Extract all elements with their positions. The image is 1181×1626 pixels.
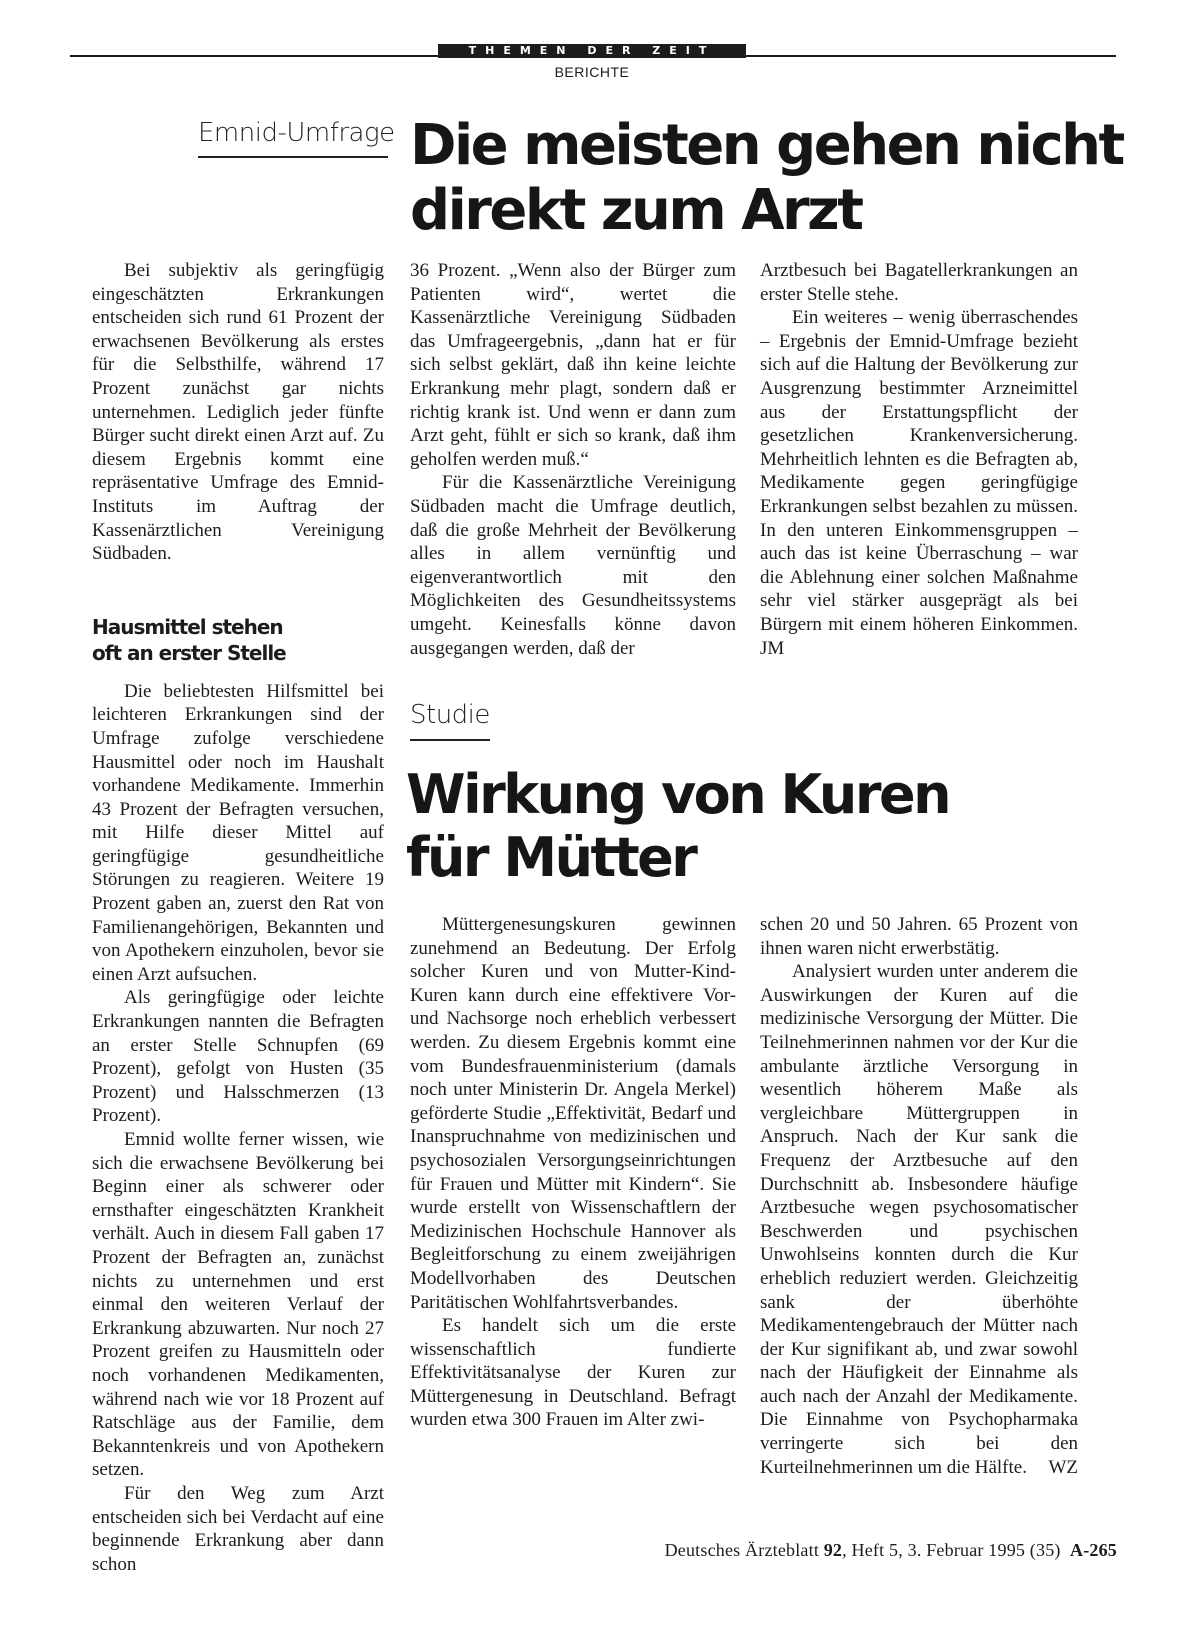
article2-kicker-rule xyxy=(410,739,490,741)
paragraph: Ein weiteres – wenig überraschendes – Ergebnis der Emnid-Umfrage bezieht sich auf die Haltung der Bevölkerung zur Ausgrenzung bestimmter Arzneimittel aus der Erstattungspflicht der gesetzlichen Krankenversicherung. Mehrheitlich lehnten es die Befragten ab, Medikamente gegen geringfügige Erkrankungen selbst bezahlen zu müssen. In den unteren Einkommensgruppen – auch das ist keine Überraschung – war die Ablehnung einer solchen Maßnahme sehr viel stärker ausgeprägt als bei Bürgern mit einem höheren Einkommen. JM xyxy=(760,307,1078,659)
paragraph: Analysiert wurden unter anderem die Auswirkungen der Kuren auf die medizinische Versorgung der Mütter. Die Teilnehmerinnen nahmen vor der Kur die ambulante ärztliche Versorgung in wesentlich höherem Maße als vergleichbare Müttergruppen in Anspruch. Nach der Kur sank die Frequenz der Arztbesuche auf den Durchschnitt ab. Insbesondere häufige Arztbesuche wegen psychosomatischer Beschwerden und psychischen Unwohlseins konnten durch die Kur erheblich reduziert werden. Gleichzeitig sank der überhöhte Medikamentengebrauch der Mütter nach der Kur signifikant ab, und zwar sowohl nach der Häufigkeit der Einnahme als auch nach der Anzahl der Medikamente. Die Einnahme von Psychopharmaka verringerte sich bei den Kurteilnehmerinnen um die Hälfte. WZ xyxy=(760,961,1078,1478)
paragraph: Müttergenesungskuren gewinnen zunehmend an Bedeutung. Der Erfolg solcher Kuren und von Mutter-Kind-Kuren kann durch eine effektivere Vor- und Nachsorge noch erheblich verbessert werden. Zu diesem Ergebnis kommt eine vom Bundesfrauenministerium (damals noch unter Ministerin Dr. Angela Merkel) geförderte Studie „Effektivität, Bedarf und Inanspruchnahme von medizinischen und psychosozialen Versorgungseinrichtungen für Frauen und Mütter mit Kindern“. Sie wurde erstellt von Wissenschaftlern der Medizinischen Hochschule Hannover als Begleitforschung zu einem zweijährigen Modellvorhaben des Deutschen Paritätischen Wohlfahrtsverbandes. xyxy=(410,914,736,1313)
signature: JM xyxy=(760,637,785,659)
article1-headline-line2: direkt zum Arzt xyxy=(410,177,862,243)
paragraph: Die beliebtesten Hilfsmittel bei leichteren Erkrankungen sind der Umfrage zufolge verschiedene Hausmittel oder noch im Haushalt vorhandene Medikamente. Immerhin 43 Prozent der Befragten versuchen, mit Hilfe dieser Mittel auf geringfügige gesundheitliche Störungen zu reagieren. Weitere 19 Prozent gaben an, zuerst den Rat von Familienangehörigen, Bekannten und von Apothekern einzuholen, bevor sie einen Arzt aufsuchen. xyxy=(92,680,384,985)
paragraph: Arztbesuch bei Bagatellerkrankungen an erster Stelle stehe. xyxy=(760,260,1078,305)
article1-column3 xyxy=(760,259,1078,660)
paragraph: Für die Kassenärztliche Vereinigung Südbaden macht die Umfrage deutlich, daß die große Mehrheit der Bevölkerung alles in allem vernünftig und eigenverantwortlich mit den Möglichkeiten des Gesundheitssystems umgeht. Keinesfalls könne davon ausgegangen werden, daß der xyxy=(410,472,736,659)
article1-kicker: Emnid-Umfrage xyxy=(198,118,395,148)
subheading: Hausmittel stehen oft an erster Stelle xyxy=(92,614,286,665)
volume-number: 92 xyxy=(823,1540,843,1560)
paragraph: Für den Weg zum Arzt entscheiden sich bei Verdacht auf eine beginnende Erkrankung aber dann schon xyxy=(92,1482,384,1575)
article1-column2 xyxy=(410,259,736,660)
article2-column3 xyxy=(760,913,1078,1479)
article2-headline-line2: für Mütter xyxy=(406,825,696,889)
paragraph: Als geringfügige oder leichte Erkrankungen nannten die Befragten an erster Stelle Schnupfen (69 Prozent), gefolgt von Husten (35 Prozent) und Halsschmerzen (13 Prozent). xyxy=(92,987,384,1127)
paragraph: Bei subjektiv als geringfügig eingeschätzten Erkrankungen entscheiden sich rund 61 Prozent der erwachsenen Bevölkerung als erstes für die Selbsthilfe, während 17 Prozent zunächst gar nichts unternehmen. Lediglich jeder fünfte Bürger sucht direkt einen Arzt auf. Zu diesem Ergebnis kommt eine repräsentative Umfrage des Emnid-Instituts im Auftrag der Kassenärztlichen Vereinigung Südbaden. xyxy=(92,260,384,565)
article1-kicker-rule xyxy=(198,156,388,158)
paragraph: Es handelt sich um die erste wissenschaftlich fundierte Effektivitätsanalyse der Kuren zur Müttergenesung in Deutschland. Befragt wurden etwa 300 Frauen im Alter zwi- xyxy=(410,1315,736,1431)
paragraph: schen 20 und 50 Jahren. 65 Prozent von ihnen waren nicht erwerbstätig. xyxy=(760,914,1078,959)
paragraph: Emnid wollte ferner wissen, wie sich die erwachsene Bevölkerung bei Beginn einer als schwerer oder ernsthafter eingeschätzten Krankheit verhält. Auch in diesem Fall gaben 17 Prozent der Befragten an, zunächst nichts zu unternehmen und erst einmal den weiteren Verlauf der Erkrankung abzuwarten. Nur noch 27 Prozent greifen zu Hausmitteln oder noch vorhandenen Medikamenten, während nach wie vor 18 Prozent auf Ratschläge aus der Familie, dem Bekanntenkreis und von Apothekern setzen. xyxy=(92,1129,384,1481)
article2-headline-line1: Wirkung von Kuren xyxy=(406,763,950,826)
article2-headline xyxy=(406,764,949,889)
article2-column2 xyxy=(410,913,736,1432)
issue-info: , Heft 5, 3. Februar 1995 (35) xyxy=(842,1540,1061,1560)
section-band: THEMEN DER ZEIT xyxy=(438,44,746,58)
section-subtitle: BERICHTE xyxy=(554,64,630,80)
signature: WZ xyxy=(1048,1456,1078,1478)
paragraph: 36 Prozent. „Wenn also der Bürger zum Patienten wird“, wertet die Kassenärztliche Vereinigung Südbaden das Umfrageergebnis, „dann hat er für sich selbst geklärt, daß ihn keine leichte Erkrankung mehr plagt, sondern daß er richtig krank ist. Und wenn er dann zum Arzt geht, fühlt er sich so krank, daß ihm geholfen werden muß.“ xyxy=(410,260,736,470)
article1-headline xyxy=(410,114,1123,244)
article1-headline-line1: Die meisten gehen nicht xyxy=(410,113,1123,178)
page-number: A-265 xyxy=(1070,1540,1117,1560)
page-footer xyxy=(665,1540,1117,1561)
article1-column1 xyxy=(92,259,384,1576)
article2-kicker: Studie xyxy=(410,700,490,730)
journal-name: Deutsches Ärzteblatt xyxy=(664,1540,820,1560)
